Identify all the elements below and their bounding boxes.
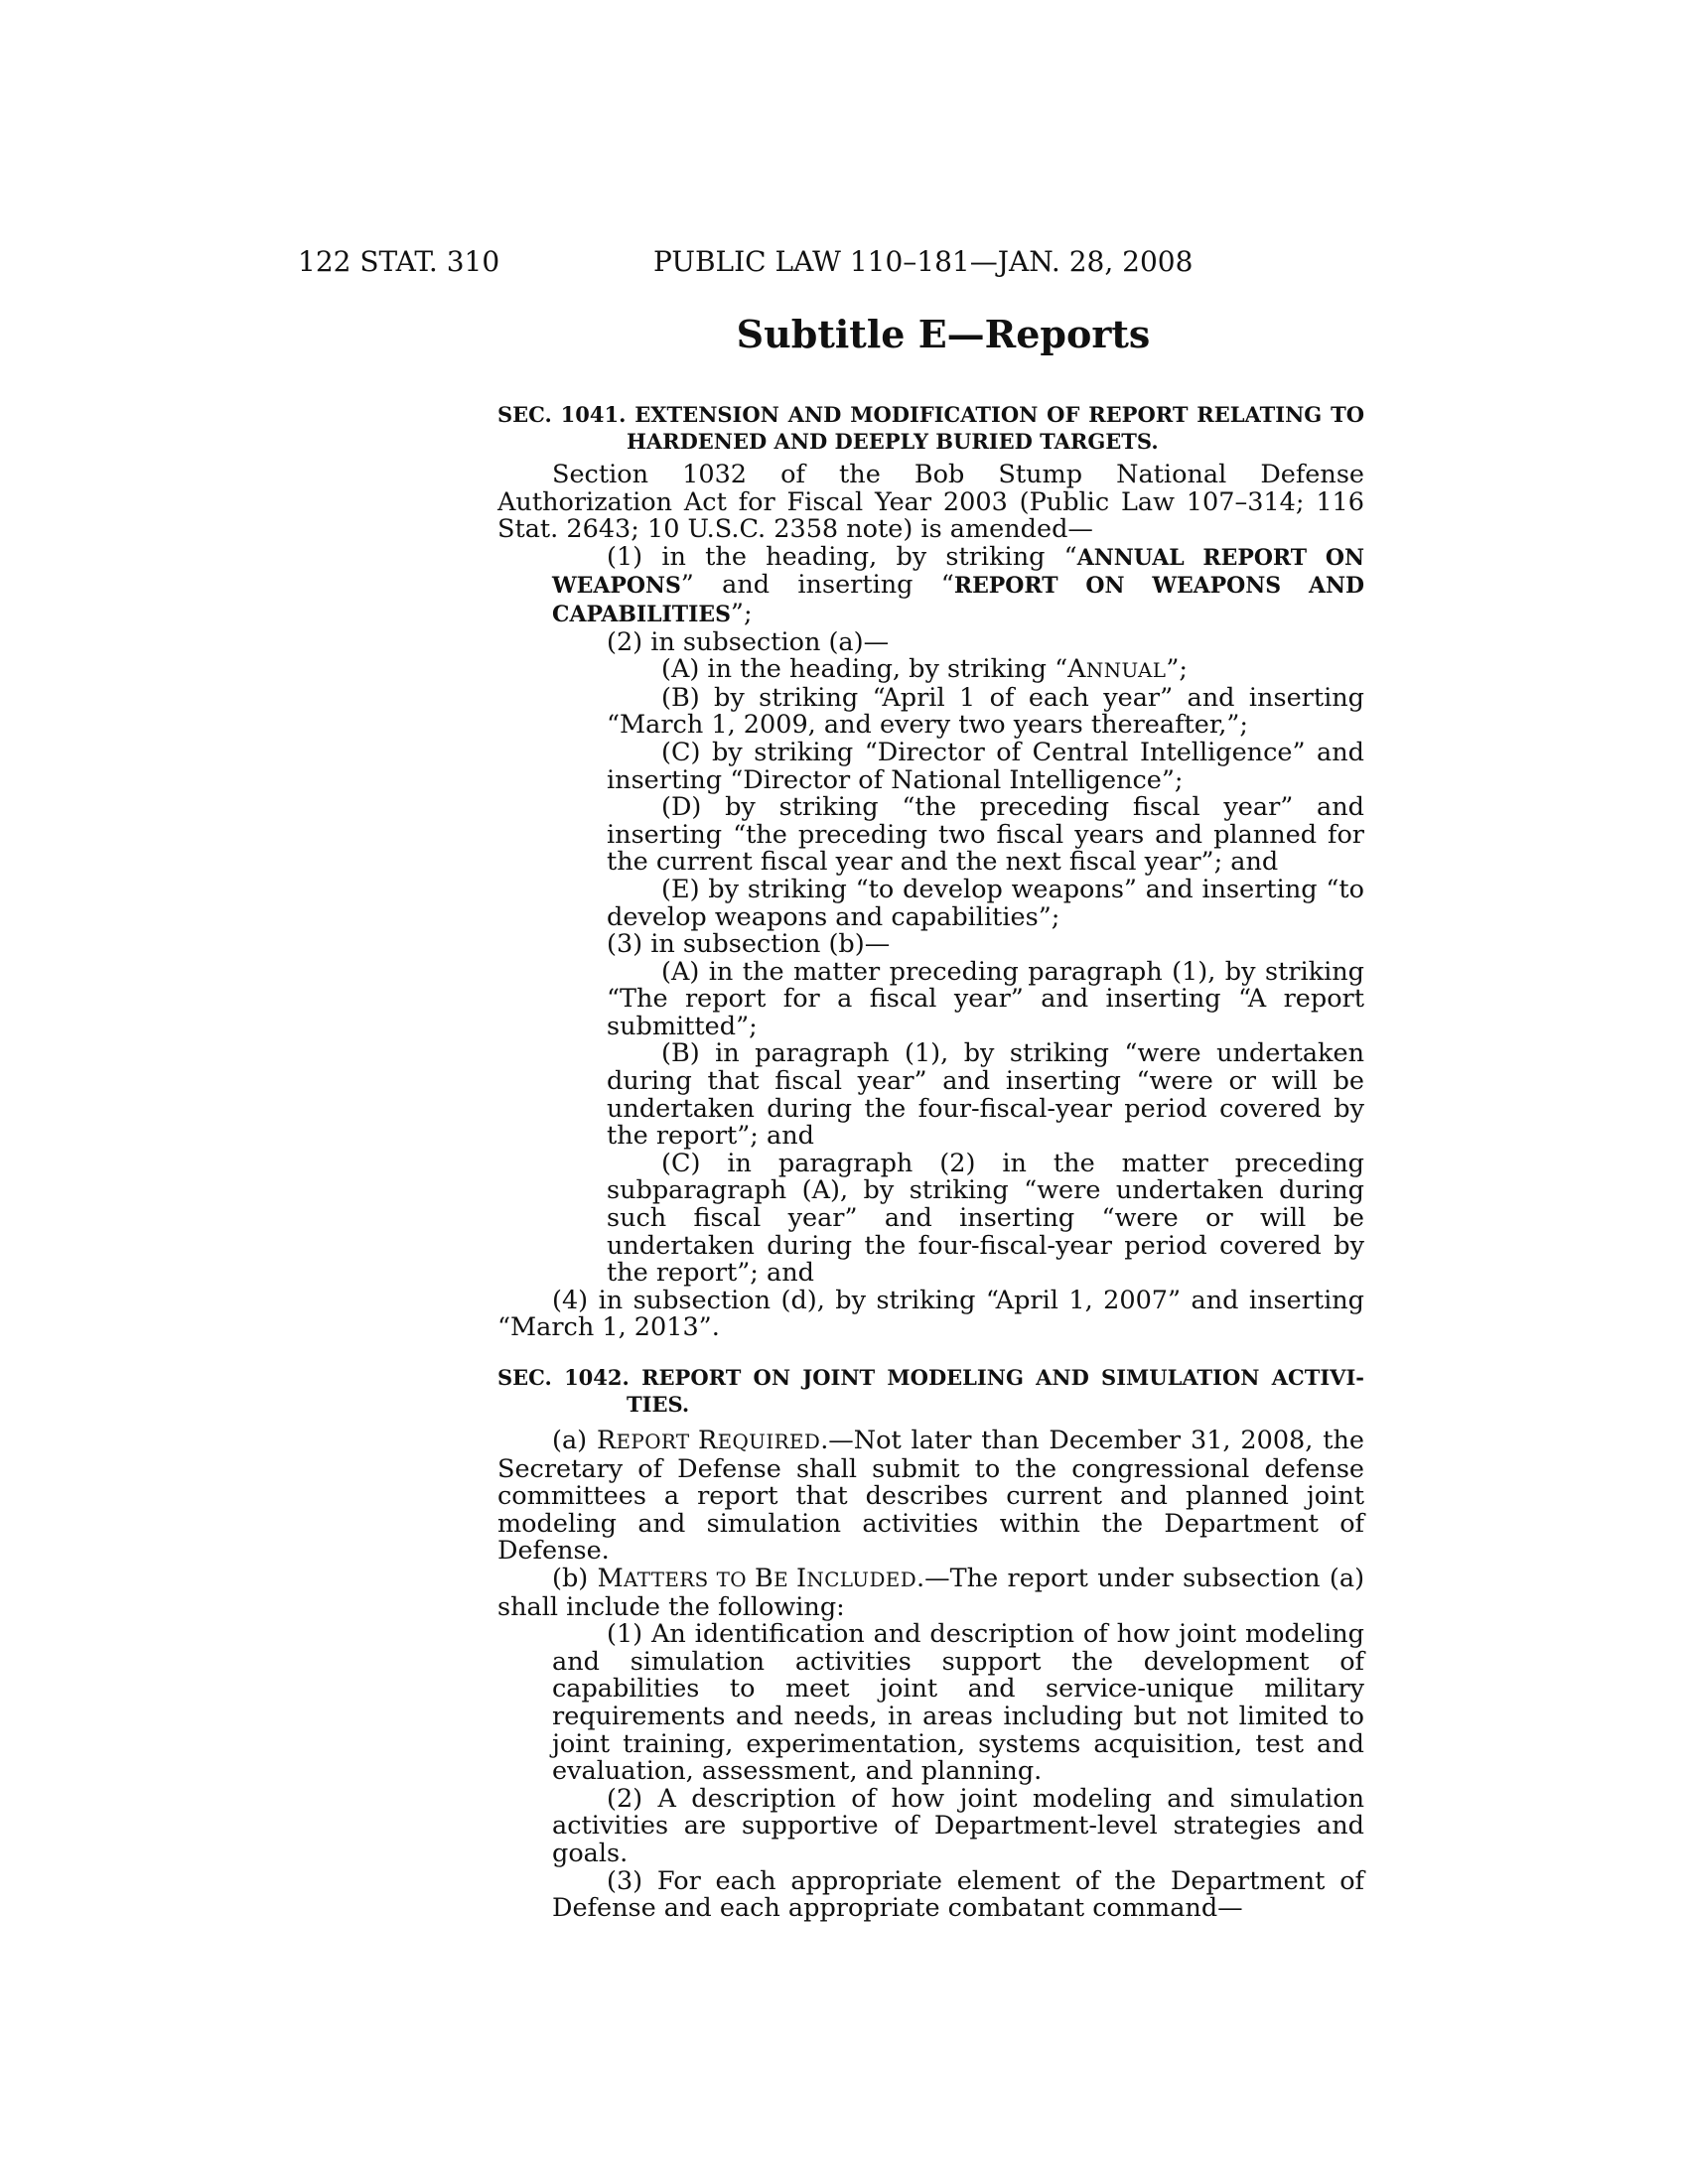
section-1042-para-b3: (3) For each appropriate element of the Department of Defense and each appropriate combatant command— [552, 1865, 1364, 1924]
section-1042-heading-line1: SEC. 1042. REPORT ON JOINT MODELING AND SIMULATION ACTIVI- [497, 1365, 1364, 1390]
section-1041-para-2D: (D) by striking “the preceding fiscal year” and inserting “the preceding two fiscal years and planned for the current fiscal year and the next fiscal year”; and [607, 792, 1364, 878]
section-1041-para-3: (3) in subsection (b)— [607, 929, 891, 960]
section-1041-para-2: (2) in subsection (a)— [607, 626, 890, 657]
section-1042-subsection-a: (a) REPORT REQUIRED.—Not later than December 31, 2008, the Secretary of Defense shall submit to the congressional defense committees a report that describes current and planned joint modeling and simulation activities within the Department of Defense. [497, 1426, 1364, 1567]
document-body [497, 401, 1364, 1923]
section-1041-para-2A: (A) in the heading, by striking “ANNUAL”; [661, 654, 1189, 685]
subtitle-heading: Subtitle E—Reports [736, 312, 1151, 356]
struck-heading-text: ANNUAL REPORT ON WEAPONS [552, 544, 1364, 600]
public-law-title: PUBLIC LAW 110–181—JAN. 28, 2008 [653, 245, 1194, 278]
section-1041-para-1: (1) in the heading, by striking “ANNUAL REPORT ON WEAPONS” and inserting “REPORT ON WEAPONS AND CAPABILITIES”; [552, 541, 1365, 628]
section-1041-heading-line2: HARDENED AND DEEPLY BURIED TARGETS. [627, 429, 1159, 454]
section-1041-para-3B: (B) in paragraph (1), by striking “were undertaken during that fiscal year” and inserting “were or will be undertaken during the four-fiscal-year period covered by the report”; and [607, 1038, 1364, 1152]
section-1041-para-3C: (C) in paragraph (2) in the matter preceding subparagraph (A), by striking “were undertaken during such fiscal year” and inserting “were or will be undertaken during the four-fiscal-year period covered by the report”; and [607, 1148, 1364, 1289]
section-1041-para-2C: (C) by striking “Director of Central Intelligence” and inserting “Director of National Intelligence”; [607, 737, 1364, 795]
section-1042-subsection-b: (b) MATTERS TO BE INCLUDED.—The report under subsection (a) shall include the following: [497, 1563, 1365, 1622]
section-1041-heading-line1: SEC. 1041. EXTENSION AND MODIFICATION OF REPORT RELATING TO [497, 402, 1364, 427]
inserted-heading-text: REPORT ON WEAPONS AND CAPABILITIES [552, 573, 1365, 627]
section-1041-para-3A: (A) in the matter preceding paragraph (1), by striking “The report for a fiscal year” and inserting “A report submitted”; [607, 956, 1364, 1041]
section-1041-para-2E: (E) by striking “to develop weapons” and inserting “to develop weapons and capabilities”; [607, 874, 1364, 932]
section-1042-heading-line2: TIES. [627, 1392, 690, 1417]
section-1042-heading [497, 1364, 1364, 1418]
section-1041-para-2B: (B) by striking “April 1 of each year” and inserting “March 1, 2009, and every two years thereafter,”; [607, 682, 1364, 741]
section-1041-heading [497, 401, 1364, 455]
section-1041-para-4: (4) in subsection (d), by striking “April 1, 2007” and inserting “March 1, 2013”. [497, 1285, 1364, 1343]
section-1042-para-b1: (1) An identification and description of how joint modeling and simulation activities support the development of capabilities to meet joint and service-unique military requirements and needs, in areas including but not limited to joint training, experimentation, systems acquisition, test and evaluation, assessment, and planning. [552, 1619, 1364, 1787]
section-1041-intro: Section 1032 of the Bob Stump National Defense Authorization Act for Fiscal Year 2003 (Public Law 107–314; 116 Stat. 2643; 10 U.S.C. 2358 note) is amended— [497, 460, 1364, 545]
section-1042-para-b2: (2) A description of how joint modeling and simulation activities are supportive of Department-level strategies and goals. [552, 1783, 1364, 1868]
stat-page-number: 122 STAT. 310 [298, 245, 500, 278]
